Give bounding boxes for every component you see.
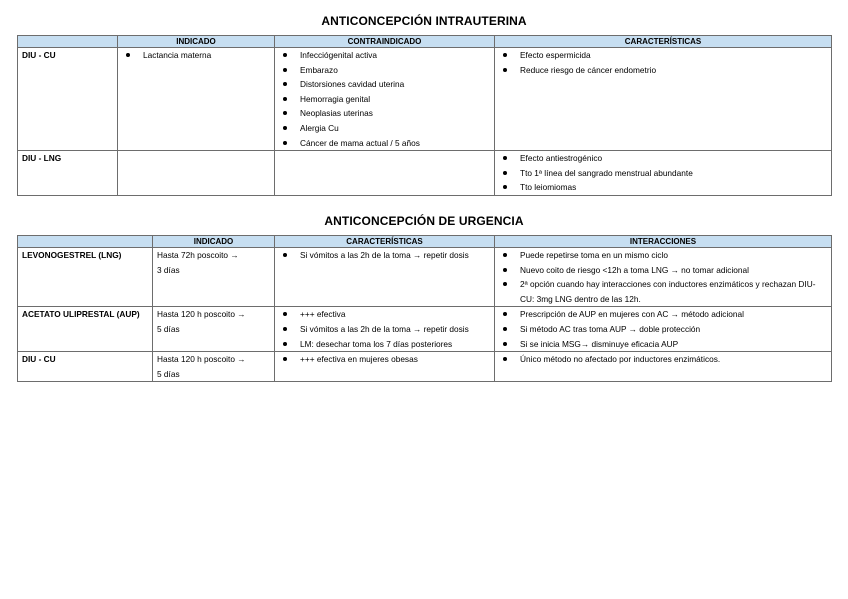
list-item: Efecto espermicida	[499, 48, 827, 63]
list-item: LM: desechar toma los 7 días posteriores	[279, 337, 490, 352]
caracteristicas-list	[279, 307, 490, 351]
header-interacciones: INTERACCIONES	[495, 236, 832, 248]
caracteristicas-list	[499, 48, 827, 77]
indicado-line: Hasta 120 h poscoito →	[157, 309, 246, 320]
caracteristicas-list	[499, 151, 827, 195]
indicado-line: 3 días	[157, 264, 180, 275]
list-item: Si vómitos a las 2h de la toma → repetir dosis	[279, 322, 490, 337]
indicado-line: Hasta 120 h poscoito →	[157, 354, 246, 365]
list-item: Nuevo coito de riesgo <12h a toma LNG → no tomar adicional	[499, 263, 827, 278]
caracteristicas-list	[279, 352, 490, 367]
table-row	[18, 248, 832, 307]
row-label: DIU - CU	[18, 352, 153, 382]
table-header-row	[18, 236, 832, 248]
interacciones-list	[499, 248, 827, 306]
list-item: Si método AC tras toma AUP → doble protección	[499, 322, 827, 337]
emergency-table	[17, 235, 832, 382]
list-item: Lactancia materna	[122, 48, 270, 63]
list-item: Distorsiones cavidad uterina	[279, 77, 490, 92]
list-item: Cáncer de mama actual / 5 años	[279, 136, 490, 151]
interacciones-list	[499, 352, 827, 367]
table-row	[18, 307, 832, 352]
indicado-list	[122, 48, 270, 63]
list-item: Puede repetirse toma en un mismo ciclo	[499, 248, 827, 263]
interacciones-list	[499, 307, 827, 351]
table-row	[18, 48, 832, 151]
list-item: +++ efectiva	[279, 307, 490, 322]
contraindicado-list	[279, 48, 490, 150]
list-item: Si vómitos a las 2h de la toma → repetir dosis	[279, 248, 490, 263]
header-caracteristicas: CARACTERÍSTICAS	[275, 236, 495, 248]
indicado-line: 5 días	[157, 368, 180, 379]
list-item: 2ª opción cuando hay interacciones con inductores enzimáticos y rechazan DIU-CU: 3mg LNG dentro de las 12h.	[499, 277, 827, 306]
row-label: DIU - CU	[18, 48, 118, 151]
list-item: Efecto antiestrogénico	[499, 151, 827, 166]
list-item: Tto leiomiomas	[499, 180, 827, 195]
list-item: Hemorragia genital	[279, 92, 490, 107]
header-empty	[18, 236, 153, 248]
header-caracteristicas: CARACTERÍSTICAS	[495, 36, 832, 48]
indicado-line: Hasta 72h poscoito →	[157, 250, 239, 260]
table-row	[18, 352, 832, 382]
table2-title: ANTICONCEPCIÓN DE URGENCIA	[324, 214, 524, 228]
indicado-line: 5 días	[157, 323, 180, 334]
header-contraindicado: CONTRAINDICADO	[275, 36, 495, 48]
row-label: DIU - LNG	[18, 151, 118, 196]
list-item: Reduce riesgo de cáncer endometrio	[499, 63, 827, 78]
header-empty	[18, 36, 118, 48]
header-indicado: INDICADO	[153, 236, 275, 248]
list-item: Neoplasias uterinas	[279, 106, 490, 121]
list-item: Tto 1ª línea del sangrado menstrual abundante	[499, 166, 827, 181]
list-item: Único método no afectado por inductores enzimáticos.	[499, 352, 827, 367]
intrauterine-table	[17, 35, 832, 196]
row-label: LEVONOGESTREL (LNG)	[18, 248, 153, 307]
table-row	[18, 151, 832, 196]
table-header-row	[18, 36, 832, 48]
list-item: Embarazo	[279, 63, 490, 78]
row-label: ACETATO ULIPRESTAL (AUP)	[18, 307, 153, 352]
caracteristicas-list	[279, 248, 490, 263]
list-item: +++ efectiva en mujeres obesas	[279, 352, 490, 367]
table1-title: ANTICONCEPCIÓN INTRAUTERINA	[321, 14, 527, 28]
list-item: Infecciógenital activa	[279, 48, 490, 63]
list-item: Alergia Cu	[279, 121, 490, 136]
list-item: Si se inicia MSG→ disminuye eficacia AUP	[499, 337, 827, 352]
header-indicado: INDICADO	[118, 36, 275, 48]
list-item: Prescripción de AUP en mujeres con AC → método adicional	[499, 307, 827, 322]
